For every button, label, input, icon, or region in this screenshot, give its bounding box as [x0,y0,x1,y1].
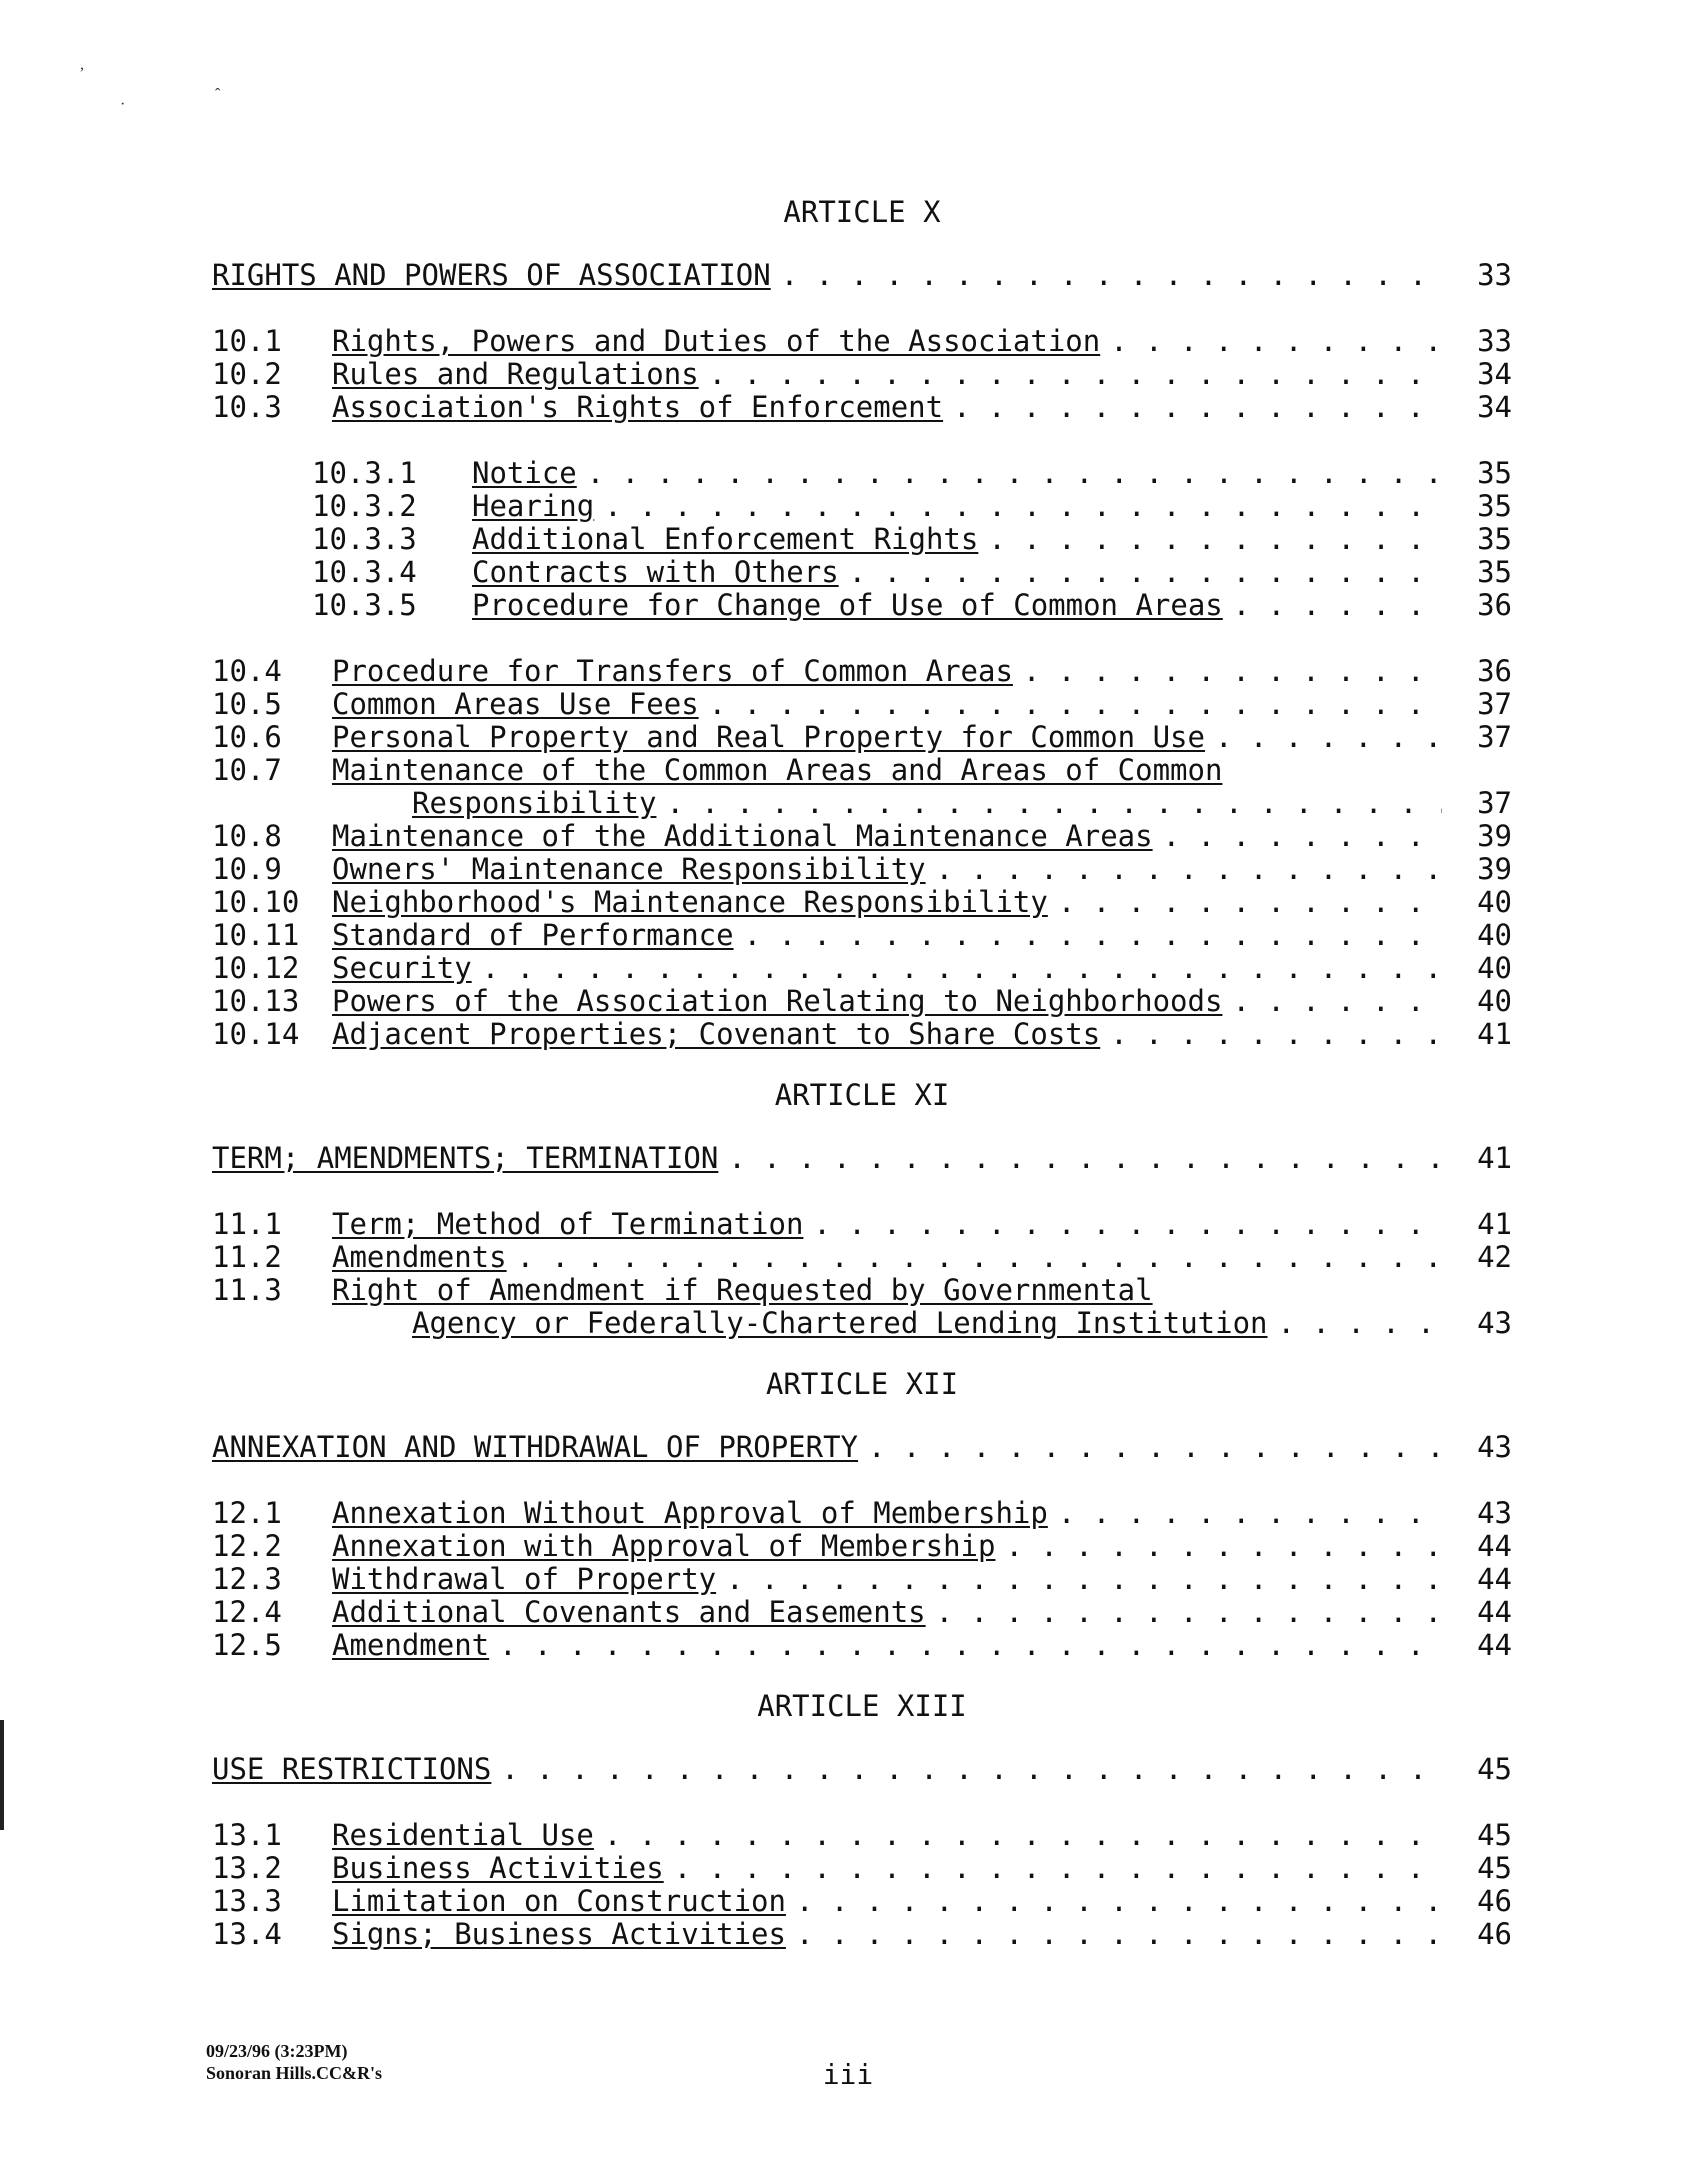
page-ref: 44 [1477,1595,1512,1629]
dot-leader [988,523,1442,556]
dot-leader [501,1753,1442,1786]
footer-date: 09/23/96 (3:23PM) [206,2041,348,2061]
section-title[interactable]: Notice [472,456,577,490]
toc-entry[interactable] [212,985,1512,1018]
page-ref: 45 [1477,1818,1512,1852]
section-number: 10.3.2 [312,489,417,523]
section-number: 10.8 [212,819,282,853]
dot-leader [1023,655,1442,688]
section-title[interactable]: Withdrawal of Property [332,1562,717,1596]
section-title-continued[interactable]: Agency or Federally-Chartered Lending Institution [412,1306,1268,1340]
toc-subentry[interactable] [212,457,1512,490]
section-number: 10.3.4 [312,555,417,589]
section-number: 12.1 [212,1496,282,1530]
toc-entry[interactable] [212,820,1512,853]
section-number: 13.2 [212,1851,282,1885]
dot-leader [953,391,1442,424]
dot-leader [517,1241,1442,1274]
section-title[interactable]: Association's Rights of Enforcement [332,390,944,424]
dot-leader [604,490,1442,523]
section-title[interactable]: Security [332,951,472,985]
section-number: 13.1 [212,1818,282,1852]
dot-leader [604,1819,1442,1852]
dot-leader [674,1852,1442,1885]
dot-leader [1233,589,1442,622]
footer-filename: Sonoran Hills.CC&R's [206,2063,383,2083]
section-number: 10.5 [212,687,282,721]
toc-entry[interactable] [212,1208,1512,1241]
toc-entry[interactable] [212,358,1512,391]
section-title[interactable]: Powers of the Association Relating to Neighborhoods [332,984,1223,1018]
section-number: 12.2 [212,1529,282,1563]
page-ref: 40 [1477,918,1512,952]
section-title[interactable]: Maintenance of the Common Areas and Areas of Common [332,753,1223,787]
section-number: 10.7 [212,753,282,787]
dot-leader [1110,1018,1442,1051]
page-ref: 35 [1477,522,1512,556]
dot-leader [726,1563,1442,1596]
page-ref: 37 [1477,786,1512,820]
section-title[interactable]: Adjacent Properties; Covenant to Share Costs [332,1017,1101,1051]
toc-entry-continuation[interactable] [212,1307,1512,1340]
dot-leader [1110,325,1442,358]
section-number: 10.3 [212,390,282,424]
page-ref: 44 [1477,1529,1512,1563]
page-ref: 45 [1477,1851,1512,1885]
toc-entry[interactable] [212,391,1512,424]
dot-leader [587,457,1442,490]
dot-leader [781,259,1442,292]
section-title[interactable]: Owners' Maintenance Responsibility [332,852,926,886]
section-title[interactable]: Personal Property and Real Property for Common Use [332,720,1205,754]
scan-speck: , [80,56,84,73]
article-heading[interactable]: RIGHTS AND POWERS OF ASSOCIATION [212,258,771,292]
section-title[interactable]: Amendment [332,1628,490,1662]
dot-leader [813,1208,1442,1241]
toc-entry-continuation[interactable] [212,787,1512,820]
page-ref: 44 [1477,1562,1512,1596]
page-ref: 40 [1477,984,1512,1018]
section-title[interactable]: Residential Use [332,1818,594,1852]
page-ref: 41 [1477,1017,1512,1051]
page-ref: 33 [1477,258,1512,292]
page-ref: 41 [1477,1207,1512,1241]
toc-entry[interactable] [212,1274,1512,1307]
section-title[interactable]: Limitation on Construction [332,1884,786,1918]
page-ref: 46 [1477,1884,1512,1918]
page-ref: 44 [1477,1628,1512,1662]
toc-entry[interactable] [212,688,1512,721]
section-number: 10.1 [212,324,282,358]
section-title[interactable]: Annexation with Approval of Membership [332,1529,996,1563]
page-ref: 42 [1477,1240,1512,1274]
toc-entry[interactable] [212,1629,1512,1662]
scan-speck: ˆ [215,86,221,103]
section-title[interactable]: Rules and Regulations [332,357,699,391]
section-title[interactable]: Hearing [472,489,595,523]
article-title: ARTICLE XIII [757,1689,967,1723]
toc-subentry[interactable] [212,523,1512,556]
section-title[interactable]: Standard of Performance [332,918,734,952]
section-number: 10.4 [212,654,282,688]
section-number: 10.6 [212,720,282,754]
toc-entry[interactable] [212,886,1512,919]
toc-body [212,196,1512,1951]
dot-leader [499,1629,1442,1662]
section-title[interactable]: Additional Enforcement Rights [472,522,979,556]
section-title[interactable]: Maintenance of the Additional Maintenance Areas [332,819,1153,853]
section-title[interactable]: Procedure for Change of Use of Common Areas [472,588,1223,622]
dot-leader [1163,820,1442,853]
toc-entry[interactable] [212,754,1512,787]
section-number: 12.4 [212,1595,282,1629]
page-ref: 37 [1477,720,1512,754]
scan-speck: · [120,96,126,113]
section-number: 11.3 [212,1273,282,1307]
dot-leader [796,1885,1442,1918]
article-heading-row[interactable] [212,1142,1512,1175]
toc-entry[interactable] [212,1596,1512,1629]
toc-entry[interactable] [212,1819,1512,1852]
section-title[interactable]: Business Activities [332,1851,664,1885]
toc-subentry[interactable] [212,490,1512,523]
dot-leader [666,787,1442,820]
section-title[interactable]: Procedure for Transfers of Common Areas [332,654,1013,688]
page-ref: 45 [1477,1752,1512,1786]
scan-edge-mark [0,1720,4,1830]
dot-leader [728,1142,1442,1175]
section-number: 12.3 [212,1562,282,1596]
section-number: 10.9 [212,852,282,886]
page-ref: 46 [1477,1917,1512,1951]
toc-entry[interactable] [212,721,1512,754]
page-ref: 41 [1477,1141,1512,1175]
article-heading-row[interactable] [212,259,1512,292]
page-ref: 35 [1477,489,1512,523]
page-ref: 39 [1477,852,1512,886]
page-ref: 39 [1477,819,1512,853]
section-number: 10.2 [212,357,282,391]
section-number: 10.13 [212,984,300,1018]
page-ref: 40 [1477,885,1512,919]
page-ref: 35 [1477,555,1512,589]
page-number: iii [822,2058,874,2091]
section-title[interactable]: Neighborhood's Maintenance Responsibility [332,885,1048,919]
article-heading-row[interactable] [212,1753,1512,1786]
dot-leader [1058,886,1442,919]
section-number: 10.3.5 [312,588,417,622]
dot-leader [1232,985,1442,1018]
article-heading[interactable]: USE RESTRICTIONS [212,1752,492,1786]
dot-leader [482,952,1442,985]
section-number: 11.1 [212,1207,282,1241]
toc-entry[interactable] [212,325,1512,358]
page-ref: 40 [1477,951,1512,985]
section-title-continued[interactable]: Responsibility [412,786,657,820]
section-title[interactable]: Amendments [332,1240,507,1274]
toc-subentry[interactable] [212,589,1512,622]
dot-leader [849,556,1442,589]
section-title[interactable]: Common Areas Use Fees [332,687,699,721]
toc-subentry[interactable] [212,556,1512,589]
section-number: 10.12 [212,951,300,985]
dot-leader [1215,721,1442,754]
page-ref: 37 [1477,687,1512,721]
page-ref: 35 [1477,456,1512,490]
dot-leader [744,919,1442,952]
page-ref: 36 [1477,588,1512,622]
page-ref: 34 [1477,390,1512,424]
section-title[interactable]: Signs; Business Activities [332,1917,786,1951]
section-title[interactable]: Contracts with Others [472,555,839,589]
section-number: 10.3.3 [312,522,417,556]
page-ref: 43 [1477,1430,1512,1464]
dot-leader [796,1918,1442,1951]
article-heading[interactable]: ANNEXATION AND WITHDRAWAL OF PROPERTY [212,1430,859,1464]
page-ref: 43 [1477,1496,1512,1530]
article-heading-row[interactable] [212,1431,1512,1464]
section-title[interactable]: Right of Amendment if Requested by Governmental [332,1273,1153,1307]
toc-entry[interactable] [212,1852,1512,1885]
table-of-contents [212,0,1512,2160]
section-number: 11.2 [212,1240,282,1274]
toc-entry[interactable] [212,1530,1512,1563]
toc-entry[interactable] [212,1018,1512,1051]
toc-entry[interactable] [212,1885,1512,1918]
toc-entry[interactable] [212,952,1512,985]
dot-leader [868,1431,1442,1464]
page-ref: 34 [1477,357,1512,391]
article-heading[interactable]: TERM; AMENDMENTS; TERMINATION [212,1141,719,1175]
section-title[interactable]: Rights, Powers and Duties of the Association [332,324,1101,358]
dot-leader [1058,1497,1442,1530]
toc-entry[interactable] [212,853,1512,886]
article-title: ARTICLE XI [774,1078,950,1112]
section-title[interactable]: Term; Method of Termination [332,1207,804,1241]
toc-entry[interactable] [212,655,1512,688]
toc-entry[interactable] [212,919,1512,952]
dot-leader [936,1596,1442,1629]
section-title[interactable]: Additional Covenants and Easements [332,1595,926,1629]
article-title: ARTICLE X [783,195,941,229]
article-title: ARTICLE XII [765,1367,959,1401]
toc-entry[interactable] [212,1918,1512,1951]
section-number: 13.4 [212,1917,282,1951]
dot-leader [709,358,1442,391]
dot-leader [709,688,1442,721]
dot-leader [1005,1530,1442,1563]
section-number: 10.10 [212,885,300,919]
page-ref: 33 [1477,324,1512,358]
dot-leader [936,853,1442,886]
page-ref: 36 [1477,654,1512,688]
toc-entry[interactable] [212,1497,1512,1530]
section-number: 10.11 [212,918,300,952]
section-number: 13.3 [212,1884,282,1918]
toc-entry[interactable] [212,1241,1512,1274]
section-number: 10.14 [212,1017,300,1051]
section-title[interactable]: Annexation Without Approval of Membership [332,1496,1048,1530]
section-number: 12.5 [212,1628,282,1662]
page-ref: 43 [1477,1306,1512,1340]
section-number: 10.3.1 [312,456,417,490]
dot-leader [1278,1307,1442,1340]
toc-entry[interactable] [212,1563,1512,1596]
